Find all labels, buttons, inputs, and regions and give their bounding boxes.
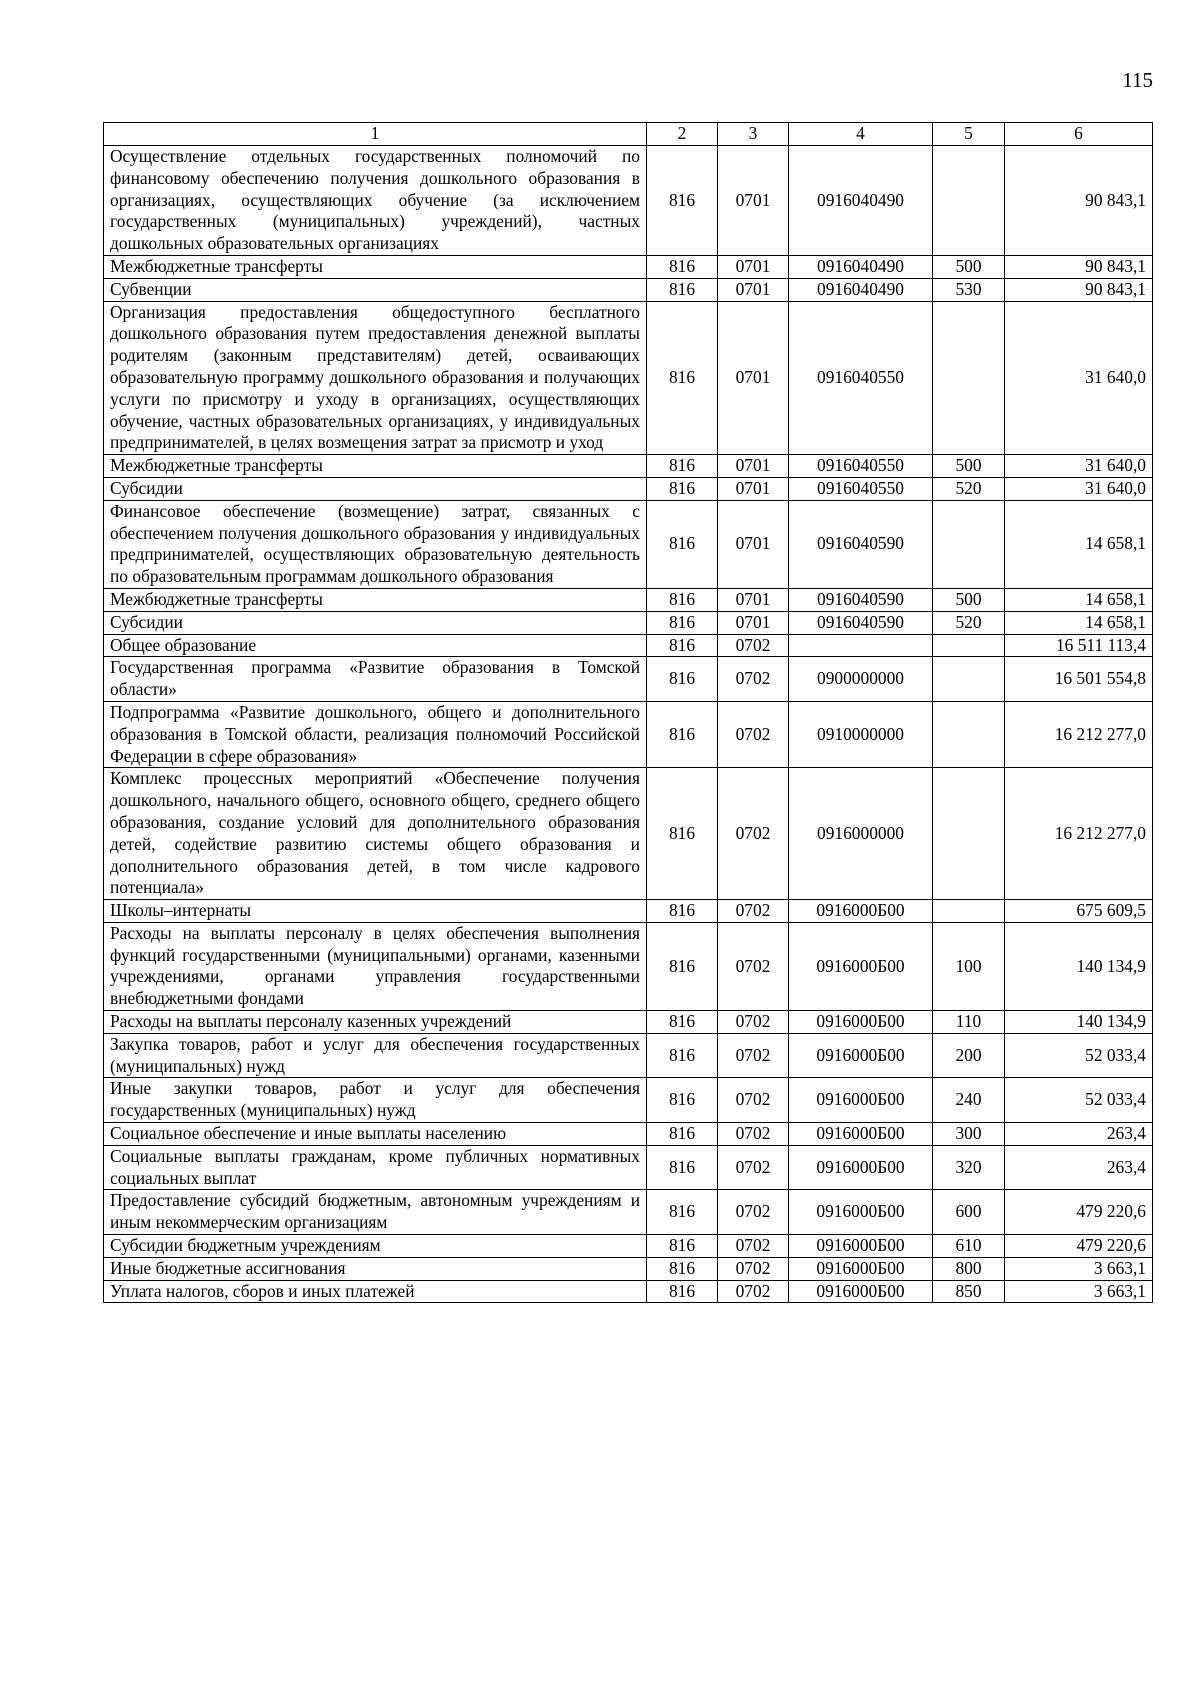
table-row	[104, 278, 1153, 301]
row-vr-cell: 110	[933, 1011, 1005, 1034]
row-name-cell: Межбюджетные трансферты	[104, 455, 647, 478]
row-section-cell: 0702	[718, 1011, 789, 1034]
row-target-cell: 0916000Б00	[789, 1190, 933, 1235]
row-section-cell: 0702	[718, 1235, 789, 1258]
row-section-cell: 0701	[718, 301, 789, 455]
row-name-cell: Социальное обеспечение и иные выплаты населению	[104, 1123, 647, 1146]
row-target-cell: 0916000Б00	[789, 1123, 933, 1146]
row-target-cell: 0910000000	[789, 701, 933, 767]
row-sum-cell: 16 212 277,0	[1005, 768, 1153, 900]
row-vr-cell: 800	[933, 1257, 1005, 1280]
row-sum-cell: 16 212 277,0	[1005, 701, 1153, 767]
row-name-cell: Комплекс процессных мероприятий «Обеспечение получения дошкольного, начального общего, основного общего, среднего общего образования, создание условий для дополнительного образования детей, содействие развитию системы общего образования и дополнительного образования детей, в том числе кадрового потенциала»	[104, 768, 647, 900]
row-vr-cell: 300	[933, 1123, 1005, 1146]
row-grbs-cell: 816	[647, 768, 718, 900]
row-target-cell: 0916000Б00	[789, 1280, 933, 1303]
row-section-cell: 0702	[718, 1145, 789, 1190]
row-vr-cell: 530	[933, 278, 1005, 301]
row-sum-cell: 263,4	[1005, 1123, 1153, 1146]
row-target-cell: 0916040490	[789, 146, 933, 256]
table-row	[104, 455, 1153, 478]
row-target-cell: 0916000Б00	[789, 1033, 933, 1078]
row-name-cell: Межбюджетные трансферты	[104, 255, 647, 278]
row-sum-cell: 3 663,1	[1005, 1257, 1153, 1280]
row-section-cell: 0702	[718, 1123, 789, 1146]
row-vr-cell: 610	[933, 1235, 1005, 1258]
table-row	[104, 1145, 1153, 1190]
table-row	[104, 301, 1153, 455]
row-sum-cell: 16 501 554,8	[1005, 657, 1153, 702]
row-grbs-cell: 816	[647, 634, 718, 657]
row-vr-cell: 500	[933, 255, 1005, 278]
row-name-cell: Финансовое обеспечение (возмещение) затрат, связанных с обеспечением получения дошкольного образования у индивидуальных предпринимателей, осуществляющих образовательную деятельность по образовательным программам дошкольного образования	[104, 500, 647, 588]
row-name-cell: Подпрограмма «Развитие дошкольного, общего и дополнительного образования в Томской области, реализация полномочий Российской Федерации в сфере образования»	[104, 701, 647, 767]
row-sum-cell: 479 220,6	[1005, 1235, 1153, 1258]
row-section-cell: 0702	[718, 768, 789, 900]
row-grbs-cell: 816	[647, 701, 718, 767]
row-vr-cell	[933, 634, 1005, 657]
row-target-cell: 0916000Б00	[789, 1011, 933, 1034]
row-grbs-cell: 816	[647, 1123, 718, 1146]
table-row	[104, 255, 1153, 278]
row-sum-cell: 90 843,1	[1005, 255, 1153, 278]
row-target-cell: 0916000Б00	[789, 1078, 933, 1123]
row-sum-cell: 675 609,5	[1005, 900, 1153, 923]
row-grbs-cell: 816	[647, 588, 718, 611]
row-sum-cell: 263,4	[1005, 1145, 1153, 1190]
row-sum-cell: 52 033,4	[1005, 1078, 1153, 1123]
row-vr-cell	[933, 500, 1005, 588]
row-grbs-cell: 816	[647, 900, 718, 923]
row-grbs-cell: 816	[647, 1190, 718, 1235]
table-row	[104, 477, 1153, 500]
row-vr-cell: 500	[933, 588, 1005, 611]
row-target-cell: 0916000Б00	[789, 1145, 933, 1190]
row-sum-cell: 52 033,4	[1005, 1033, 1153, 1078]
row-grbs-cell: 816	[647, 1033, 718, 1078]
row-sum-cell: 31 640,0	[1005, 301, 1153, 455]
row-sum-cell: 479 220,6	[1005, 1190, 1153, 1235]
row-section-cell: 0702	[718, 1190, 789, 1235]
table-row	[104, 900, 1153, 923]
row-sum-cell: 14 658,1	[1005, 611, 1153, 634]
row-grbs-cell: 816	[647, 657, 718, 702]
row-target-cell: 0916000Б00	[789, 1235, 933, 1258]
table-row	[104, 657, 1153, 702]
row-target-cell: 0916040590	[789, 588, 933, 611]
row-name-cell: Организация предоставления общедоступного бесплатного дошкольного образования путем предоставления денежной выплаты родителям (законным представителям) детей, осваивающих образовательную программу дошкольного образования и получающих услуги по присмотру и уходу в организациях, осуществляющих обучение, частных образовательных организациях, у индивидуальных предпринимателей, в целях возмещения затрат за присмотр и уход	[104, 301, 647, 455]
row-name-cell: Государственная программа «Развитие образования в Томской области»	[104, 657, 647, 702]
row-vr-cell: 240	[933, 1078, 1005, 1123]
row-grbs-cell: 816	[647, 1078, 718, 1123]
row-vr-cell	[933, 657, 1005, 702]
table-body	[104, 146, 1153, 1303]
row-vr-cell: 600	[933, 1190, 1005, 1235]
row-target-cell	[789, 634, 933, 657]
row-target-cell: 0916000Б00	[789, 1257, 933, 1280]
row-target-cell: 0916040550	[789, 301, 933, 455]
header-col-2: 2	[647, 123, 718, 146]
row-name-cell: Школы–интернаты	[104, 900, 647, 923]
table-row	[104, 1033, 1153, 1078]
row-name-cell: Закупка товаров, работ и услуг для обеспечения государственных (муниципальных) нужд	[104, 1033, 647, 1078]
row-section-cell: 0701	[718, 477, 789, 500]
row-name-cell: Расходы на выплаты персоналу казенных учреждений	[104, 1011, 647, 1034]
row-section-cell: 0701	[718, 278, 789, 301]
row-name-cell: Субсидии	[104, 477, 647, 500]
row-name-cell: Межбюджетные трансферты	[104, 588, 647, 611]
row-target-cell: 0916000Б00	[789, 922, 933, 1010]
row-grbs-cell: 816	[647, 922, 718, 1010]
row-name-cell: Иные закупки товаров, работ и услуг для обеспечения государственных (муниципальных) нужд	[104, 1078, 647, 1123]
row-sum-cell: 31 640,0	[1005, 455, 1153, 478]
row-section-cell: 0701	[718, 255, 789, 278]
row-sum-cell: 140 134,9	[1005, 1011, 1153, 1034]
row-vr-cell: 320	[933, 1145, 1005, 1190]
row-grbs-cell: 816	[647, 146, 718, 256]
table-row	[104, 1280, 1153, 1303]
row-grbs-cell: 816	[647, 1011, 718, 1034]
row-grbs-cell: 816	[647, 1280, 718, 1303]
table-row	[104, 701, 1153, 767]
table-row	[104, 634, 1153, 657]
row-sum-cell: 14 658,1	[1005, 588, 1153, 611]
row-sum-cell: 90 843,1	[1005, 278, 1153, 301]
row-vr-cell: 500	[933, 455, 1005, 478]
table-row	[104, 588, 1153, 611]
row-section-cell: 0701	[718, 611, 789, 634]
row-vr-cell	[933, 768, 1005, 900]
row-vr-cell: 100	[933, 922, 1005, 1010]
row-grbs-cell: 816	[647, 455, 718, 478]
table-row	[104, 1011, 1153, 1034]
row-target-cell: 0916040550	[789, 455, 933, 478]
table-row	[104, 922, 1153, 1010]
row-name-cell: Расходы на выплаты персоналу в целях обеспечения выполнения функций государственными (муниципальными) органами, казенными учреждениями, органами управления государственными внебюджетными фондами	[104, 922, 647, 1010]
row-section-cell: 0701	[718, 588, 789, 611]
row-target-cell: 0900000000	[789, 657, 933, 702]
table-row	[104, 1257, 1153, 1280]
row-section-cell: 0702	[718, 1078, 789, 1123]
header-col-5: 5	[933, 123, 1005, 146]
row-vr-cell: 520	[933, 611, 1005, 634]
row-section-cell: 0701	[718, 146, 789, 256]
row-name-cell: Социальные выплаты гражданам, кроме публичных нормативных социальных выплат	[104, 1145, 647, 1190]
table-row	[104, 146, 1153, 256]
row-target-cell: 0916040550	[789, 477, 933, 500]
row-grbs-cell: 816	[647, 1257, 718, 1280]
row-section-cell: 0701	[718, 500, 789, 588]
row-grbs-cell: 816	[647, 1235, 718, 1258]
row-section-cell: 0702	[718, 1280, 789, 1303]
row-vr-cell: 200	[933, 1033, 1005, 1078]
row-grbs-cell: 816	[647, 477, 718, 500]
row-name-cell: Предоставление субсидий бюджетным, автономным учреждениям и иным некоммерческим организациям	[104, 1190, 647, 1235]
row-sum-cell: 14 658,1	[1005, 500, 1153, 588]
row-target-cell: 0916040490	[789, 278, 933, 301]
row-name-cell: Субвенции	[104, 278, 647, 301]
row-name-cell: Субсидии бюджетным учреждениям	[104, 1235, 647, 1258]
header-col-4: 4	[789, 123, 933, 146]
row-name-cell: Субсидии	[104, 611, 647, 634]
row-vr-cell	[933, 301, 1005, 455]
row-target-cell: 0916040590	[789, 611, 933, 634]
row-target-cell: 0916000Б00	[789, 900, 933, 923]
row-sum-cell: 3 663,1	[1005, 1280, 1153, 1303]
row-section-cell: 0702	[718, 634, 789, 657]
table-header-row	[104, 123, 1153, 146]
row-vr-cell	[933, 701, 1005, 767]
table-row	[104, 1078, 1153, 1123]
row-name-cell: Уплата налогов, сборов и иных платежей	[104, 1280, 647, 1303]
row-grbs-cell: 816	[647, 611, 718, 634]
row-target-cell: 0916040490	[789, 255, 933, 278]
row-sum-cell: 140 134,9	[1005, 922, 1153, 1010]
header-col-1: 1	[104, 123, 647, 146]
header-col-3: 3	[718, 123, 789, 146]
row-section-cell: 0702	[718, 922, 789, 1010]
row-target-cell: 0916000000	[789, 768, 933, 900]
row-grbs-cell: 816	[647, 1145, 718, 1190]
row-grbs-cell: 816	[647, 500, 718, 588]
row-grbs-cell: 816	[647, 255, 718, 278]
row-name-cell: Общее образование	[104, 634, 647, 657]
row-name-cell: Иные бюджетные ассигнования	[104, 1257, 647, 1280]
row-section-cell: 0702	[718, 1033, 789, 1078]
row-section-cell: 0702	[718, 1257, 789, 1280]
budget-table	[103, 122, 1153, 1303]
row-grbs-cell: 816	[647, 301, 718, 455]
row-sum-cell: 16 511 113,4	[1005, 634, 1153, 657]
row-grbs-cell: 816	[647, 278, 718, 301]
row-section-cell: 0701	[718, 455, 789, 478]
row-vr-cell	[933, 146, 1005, 256]
table-row	[104, 1235, 1153, 1258]
table-row	[104, 1190, 1153, 1235]
row-section-cell: 0702	[718, 657, 789, 702]
table-row	[104, 500, 1153, 588]
table-row	[104, 611, 1153, 634]
table-row	[104, 1123, 1153, 1146]
row-target-cell: 0916040590	[789, 500, 933, 588]
table-row	[104, 768, 1153, 900]
row-sum-cell: 31 640,0	[1005, 477, 1153, 500]
row-vr-cell	[933, 900, 1005, 923]
header-col-6: 6	[1005, 123, 1153, 146]
row-sum-cell: 90 843,1	[1005, 146, 1153, 256]
row-section-cell: 0702	[718, 900, 789, 923]
row-vr-cell: 520	[933, 477, 1005, 500]
row-name-cell: Осуществление отдельных государственных полномочий по финансовому обеспечению получения дошкольного образования в организациях, осуществляющих обучение (за исключением государственных (муниципальных) учреждений), частных дошкольных образовательных организациях	[104, 146, 647, 256]
row-section-cell: 0702	[718, 701, 789, 767]
page-number: 115	[1122, 68, 1153, 92]
row-vr-cell: 850	[933, 1280, 1005, 1303]
